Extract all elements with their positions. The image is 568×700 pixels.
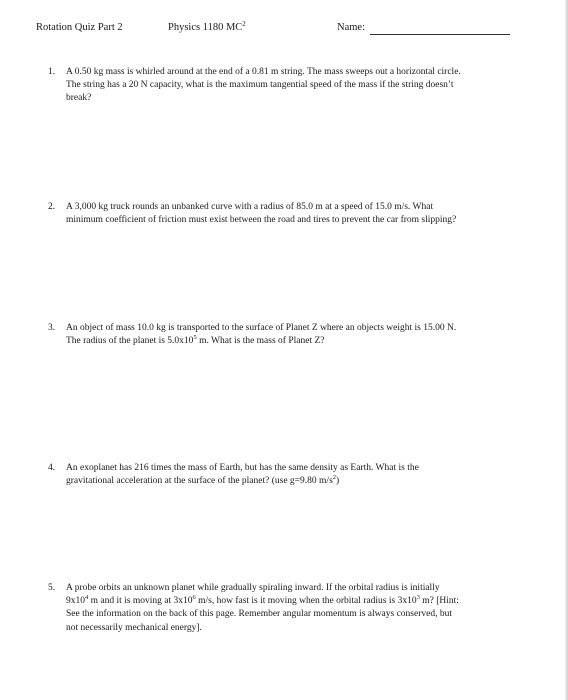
exponent: 2 bbox=[332, 474, 337, 482]
text-run: m/s, how fast is it moving when the orbital radius is 3x10 bbox=[195, 596, 417, 607]
question-line: A probe orbits an unknown planet while gradually spiraling inward. If the orbital radius is initially bbox=[66, 583, 440, 593]
question-text bbox=[66, 462, 538, 488]
question-line: See the information on the back of this page. Remember angular momentum is always conserved, but bbox=[66, 609, 452, 620]
text-run: 9x10 bbox=[66, 596, 85, 607]
question-text bbox=[66, 322, 538, 348]
question-number: 5. bbox=[48, 583, 56, 593]
course-name: Physics 1180 MC bbox=[168, 22, 243, 33]
text-run: The radius of the planet is 5.0x10 bbox=[66, 336, 194, 347]
question-line bbox=[66, 475, 538, 488]
question-number: 3. bbox=[48, 323, 56, 333]
quiz-title: Rotation Quiz Part 2 bbox=[36, 22, 123, 33]
question-line: A 3,000 kg truck rounds an unbanked curve with a radius of 85.0 m at a speed of 15.0 m/s. What bbox=[66, 202, 434, 212]
question-line: The string has a 20 N capacity, what is the maximum tangential speed of the mass if the string doesn’t bbox=[66, 80, 454, 91]
text-run: m? [Hint: bbox=[419, 596, 459, 607]
name-label: Name: bbox=[337, 22, 365, 33]
question-number: 4. bbox=[48, 463, 56, 473]
exponent: 6 bbox=[192, 594, 196, 602]
question-line bbox=[66, 335, 538, 348]
question-number: 2. bbox=[48, 202, 56, 212]
text-run: m and it is moving at 3x10 bbox=[88, 596, 193, 607]
question-line: break? bbox=[66, 93, 92, 104]
course-superscript: 2 bbox=[242, 20, 246, 28]
question-line: not necessarily mechanical energy]. bbox=[66, 622, 202, 633]
question-line: An object of mass 10.0 kg is transported to the surface of Planet Z where an objects weight is 15.00 N. bbox=[66, 323, 457, 333]
text-run: m. What is the mass of Planet Z? bbox=[196, 336, 325, 347]
question-text bbox=[66, 582, 538, 635]
exponent: 4 bbox=[85, 594, 89, 602]
question-line: An exoplanet has 216 times the mass of Earth, but has the same density as Earth. What is the bbox=[66, 463, 419, 473]
page-header bbox=[0, 22, 568, 38]
question-line bbox=[66, 595, 538, 608]
question-number: 1. bbox=[48, 67, 56, 77]
question-text bbox=[66, 66, 538, 106]
exponent: 5 bbox=[193, 334, 197, 342]
exponent: 3 bbox=[416, 594, 420, 602]
question-text bbox=[66, 201, 538, 227]
text-run: ) bbox=[336, 476, 340, 487]
question-line: minimum coefficient of friction must exist between the road and tires to prevent the car from slipping? bbox=[66, 215, 457, 226]
course-label bbox=[168, 22, 246, 33]
name-field-line[interactable] bbox=[370, 34, 510, 35]
text-run: gravitational acceleration at the surface of the planet? (use g=9.80 m/s bbox=[66, 476, 333, 487]
question-line: A 0.50 kg mass is whirled around at the end of a 0.81 m string. The mass sweeps out a horizontal circle. bbox=[66, 67, 461, 77]
